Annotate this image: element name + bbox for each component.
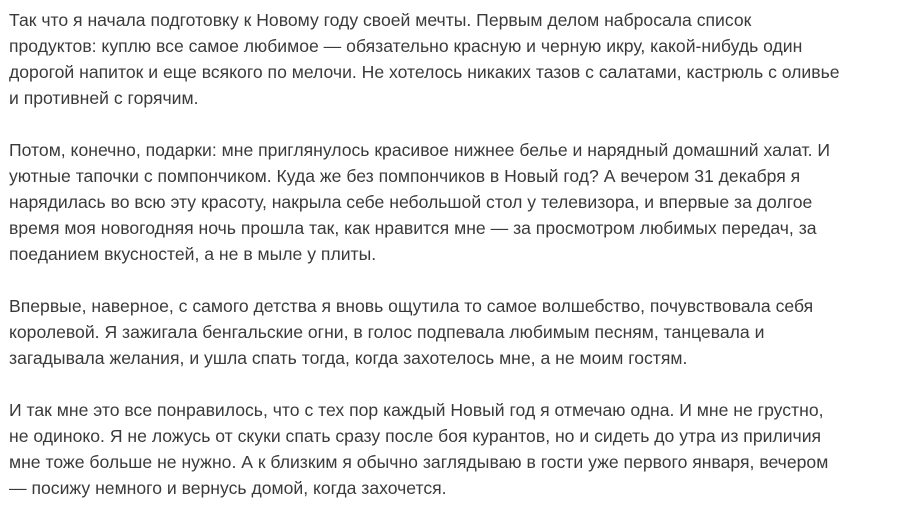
text-line: И так мне это все понравилось, что с тех пор каждый Новый год я отмечаю одна. И мне не грустно, [9, 400, 824, 420]
paragraph-4 [9, 397, 907, 501]
text-line: королевой. Я зажигала бенгальские огни, в голос подпевала любимым песням, танцевала и [9, 322, 765, 342]
text-line: — посижу немного и вернусь домой, когда захочется. [9, 478, 447, 498]
paragraph-2 [9, 137, 907, 267]
text-line: не одиноко. Я не ложусь от скуки спать сразу после боя курантов, но и сидеть до утра из приличия [9, 426, 822, 446]
text-line: Так что я начала подготовку к Новому году своей мечты. Первым делом набросала список [9, 10, 752, 30]
text-line: уютные тапочки с помпончиком. Куда же без помпончиков в Новый год? А вечером 31 декабря я [9, 166, 801, 186]
text-line: загадывала желания, и ушла спать тогда, когда захотелось мне, а не моим гостям. [9, 348, 688, 368]
text-line: дорогой напиток и еще всякого по мелочи. Не хотелось никаких тазов с салатами, кастрюль с оливье [9, 62, 840, 82]
paragraph-1 [9, 7, 907, 111]
text-line: нарядилась во всю эту красоту, накрыла себе небольшой стол у телевизора, и впервые за долгое [9, 192, 813, 212]
text-line: Потом, конечно, подарки: мне приглянулось красивое нижнее белье и нарядный домашний халат. И [9, 140, 831, 160]
text-line: мне тоже больше не нужно. А к близким я обычно заглядываю в гости уже первого января, вечером [9, 452, 829, 472]
paragraph-3 [9, 293, 907, 371]
text-line: Впервые, наверное, с самого детства я вновь ощутила то самое волшебство, почувствовала себя [9, 296, 814, 316]
text-line: продуктов: куплю все самое любимое — обязательно красную и черную икру, какой-нибудь один [9, 36, 803, 56]
text-line: время моя новогодняя ночь прошла так, как нравится мне — за просмотром любимых передач, за [9, 218, 817, 238]
text-line: и противней с горячим. [9, 88, 199, 108]
text-line: поеданием вкусностей, а не в мыле у плиты. [9, 244, 377, 264]
